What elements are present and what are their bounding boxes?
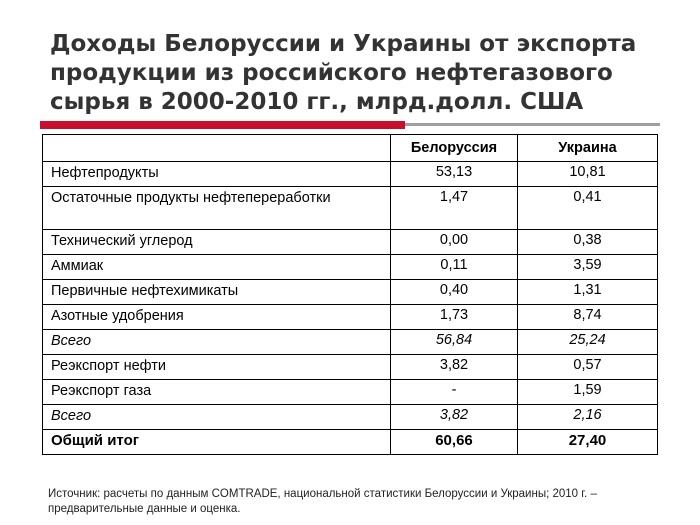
value-belarus: 3,82 bbox=[391, 405, 518, 430]
table-header-row bbox=[43, 135, 658, 162]
value-ukraine: 1,31 bbox=[518, 280, 658, 305]
page-title: Доходы Белоруссии и Украины от экспорта продукции из российского нефтегазового сырья в 2000-2010 гг., млрд.долл. США bbox=[50, 31, 637, 115]
title-divider-gray bbox=[405, 123, 660, 126]
value-ukraine: 0,38 bbox=[518, 230, 658, 255]
value-ukraine: 3,59 bbox=[518, 255, 658, 280]
table-row bbox=[43, 162, 658, 187]
value-belarus: 3,82 bbox=[391, 355, 518, 380]
table-row bbox=[43, 187, 658, 230]
header-ukraine: Украина bbox=[518, 135, 658, 162]
header-label bbox=[43, 135, 391, 162]
subtotal-row bbox=[43, 330, 658, 355]
value-ukraine: 0,41 bbox=[518, 187, 658, 230]
row-name: Нефтепродукты bbox=[43, 162, 391, 187]
value-belarus: 56,84 bbox=[391, 330, 518, 355]
table-row bbox=[43, 380, 658, 405]
row-name: Реэкспорт газа bbox=[43, 380, 391, 405]
value-ukraine: 1,59 bbox=[518, 380, 658, 405]
value-belarus: 1,73 bbox=[391, 305, 518, 330]
row-name: Всего bbox=[43, 405, 391, 430]
title-divider-accent bbox=[40, 121, 405, 129]
value-ukraine: 10,81 bbox=[518, 162, 658, 187]
table-row bbox=[43, 355, 658, 380]
source-note: Источник: расчеты по данным COMTRADE, национальной статистики Белоруссии и Украины; 2010 г. – предварительные данные и оценка. bbox=[48, 488, 597, 515]
row-name: Технический углерод bbox=[43, 230, 391, 255]
row-name: Всего bbox=[43, 330, 391, 355]
value-ukraine: 25,24 bbox=[518, 330, 658, 355]
value-ukraine: 27,40 bbox=[518, 430, 658, 455]
row-name: Азотные удобрения bbox=[43, 305, 391, 330]
row-name: Первичные нефтехимикаты bbox=[43, 280, 391, 305]
value-ukraine: 2,16 bbox=[518, 405, 658, 430]
grand-total-row bbox=[43, 430, 658, 455]
value-ukraine: 0,57 bbox=[518, 355, 658, 380]
export-revenue-table bbox=[42, 134, 658, 455]
table-row bbox=[43, 255, 658, 280]
table-row bbox=[43, 230, 658, 255]
value-belarus: 1,47 bbox=[391, 187, 518, 230]
row-name: Реэкспорт нефти bbox=[43, 355, 391, 380]
value-belarus: - bbox=[391, 380, 518, 405]
header-belarus: Белоруссия bbox=[391, 135, 518, 162]
value-belarus: 60,66 bbox=[391, 430, 518, 455]
subtotal-row bbox=[43, 405, 658, 430]
value-belarus: 0,11 bbox=[391, 255, 518, 280]
value-belarus: 0,40 bbox=[391, 280, 518, 305]
value-ukraine: 8,74 bbox=[518, 305, 658, 330]
value-belarus: 53,13 bbox=[391, 162, 518, 187]
row-name: Остаточные продукты нефтепереработки bbox=[43, 187, 391, 230]
value-belarus: 0,00 bbox=[391, 230, 518, 255]
row-name: Общий итог bbox=[43, 430, 391, 455]
table-row bbox=[43, 280, 658, 305]
row-name: Аммиак bbox=[43, 255, 391, 280]
table-row bbox=[43, 305, 658, 330]
